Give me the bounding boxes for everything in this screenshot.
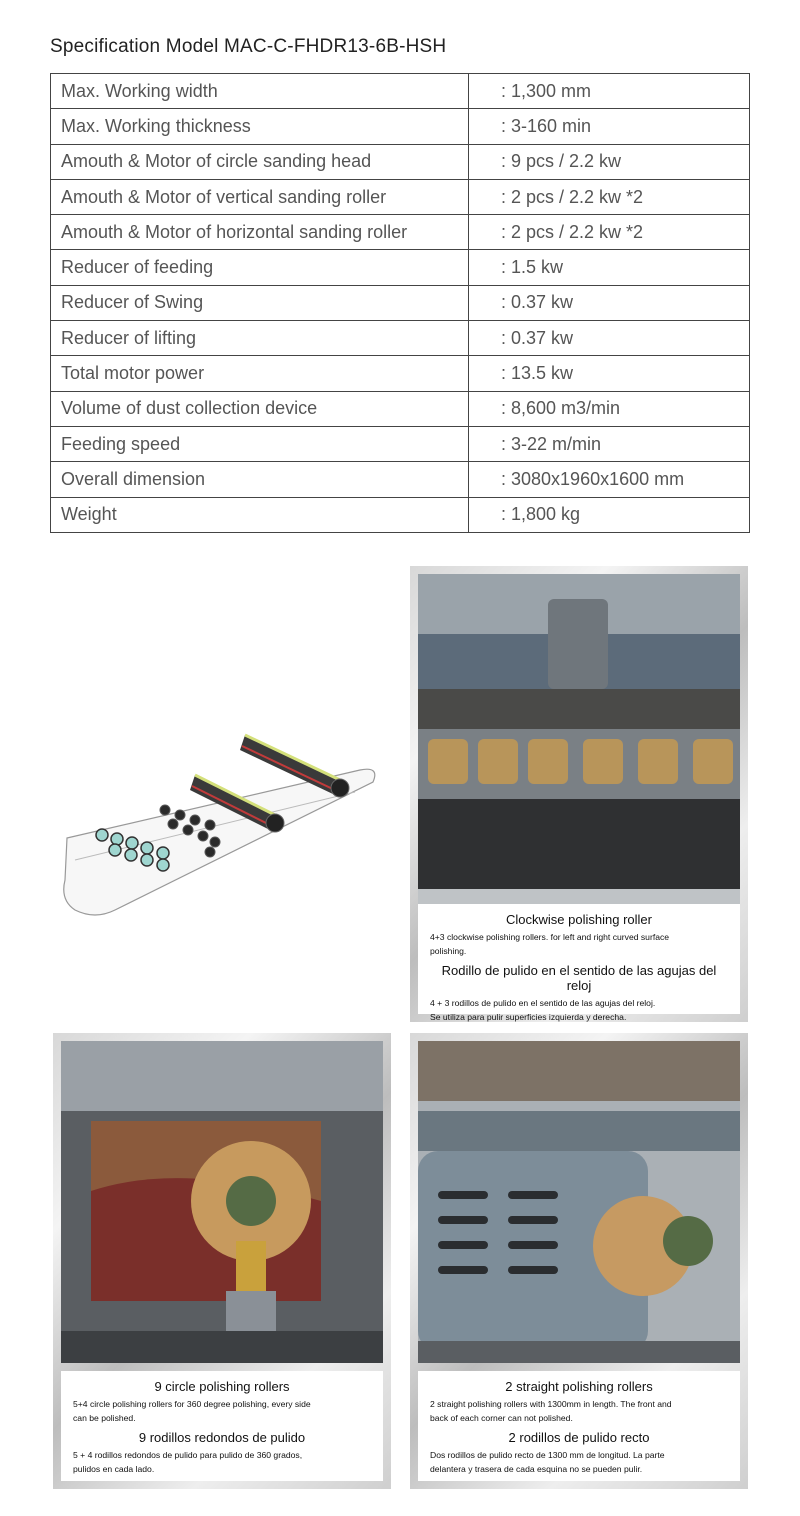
spec-row bbox=[51, 109, 750, 144]
circle-title-es: 9 rodillos redondos de pulido bbox=[138, 1430, 306, 1445]
circle-text-es-2: pulidos en cada lado. bbox=[73, 1464, 155, 1474]
spec-label: Overall dimension bbox=[51, 462, 469, 497]
clockwise-text-en-2: polishing. bbox=[430, 946, 467, 956]
circle-text-en-2: can be polished. bbox=[73, 1413, 136, 1423]
clockwise-card bbox=[410, 566, 748, 1022]
spec-value: : 0.37 kw bbox=[469, 321, 750, 356]
spec-value: : 3-160 min bbox=[469, 109, 750, 144]
spec-value: : 3080x1960x1600 mm bbox=[469, 462, 750, 497]
spec-row bbox=[51, 426, 750, 461]
spec-value: : 2 pcs / 2.2 kw *2 bbox=[469, 179, 750, 214]
spec-row bbox=[51, 179, 750, 214]
straight-title-es: 2 rodillos de pulido recto bbox=[508, 1430, 650, 1445]
clockwise-title-es: Rodillo de pulido en el sentido de las agujas del reloj bbox=[441, 963, 717, 993]
spec-label: Max. Working width bbox=[51, 74, 469, 109]
spec-value: : 1,800 kg bbox=[469, 497, 750, 532]
spec-label: Reducer of Swing bbox=[51, 285, 469, 320]
spec-row bbox=[51, 144, 750, 179]
spec-label: Weight bbox=[51, 497, 469, 532]
clockwise-text-en-1: 4+3 clockwise polishing rollers. for left and right curved surface bbox=[430, 932, 670, 942]
spec-label: Max. Working thickness bbox=[51, 109, 469, 144]
spec-row bbox=[51, 391, 750, 426]
spec-value: : 3-22 m/min bbox=[469, 426, 750, 461]
clockwise-title-en: Clockwise polishing roller bbox=[506, 912, 652, 927]
clockwise-text-es-2: Se utiliza para pulir superficies izquierda y derecha. bbox=[430, 1012, 627, 1022]
circle-text-en-1: 5+4 circle polishing rollers for 360 degree polishing, every side bbox=[73, 1399, 311, 1409]
spec-label: Amouth & Motor of horizontal sanding roller bbox=[51, 215, 469, 250]
circle-roller-photo bbox=[61, 1041, 383, 1363]
spec-table bbox=[50, 73, 750, 533]
spec-row bbox=[51, 215, 750, 250]
straight-text-es-1: Dos rodillos de pulido recto de 1300 mm de longitud. La parte bbox=[430, 1450, 665, 1460]
spec-label: Amouth & Motor of vertical sanding roller bbox=[51, 179, 469, 214]
spec-label: Reducer of feeding bbox=[51, 250, 469, 285]
spec-label: Feeding speed bbox=[51, 426, 469, 461]
spec-label: Volume of dust collection device bbox=[51, 391, 469, 426]
spec-row bbox=[51, 74, 750, 109]
spec-label: Total motor power bbox=[51, 356, 469, 391]
spec-label: Amouth & Motor of circle sanding head bbox=[51, 144, 469, 179]
spec-row bbox=[51, 250, 750, 285]
spec-row bbox=[51, 321, 750, 356]
spec-value: : 13.5 kw bbox=[469, 356, 750, 391]
spec-value: : 0.37 kw bbox=[469, 285, 750, 320]
spec-row bbox=[51, 462, 750, 497]
straight-text-en-1: 2 straight polishing rollers with 1300mm in length. The front and bbox=[430, 1399, 672, 1409]
spec-label: Reducer of lifting bbox=[51, 321, 469, 356]
roller-diagram bbox=[55, 720, 385, 920]
spec-row bbox=[51, 497, 750, 532]
spec-value: : 9 pcs / 2.2 kw bbox=[469, 144, 750, 179]
straight-card bbox=[410, 1033, 748, 1489]
spec-value: : 1.5 kw bbox=[469, 250, 750, 285]
spec-value: : 1,300 mm bbox=[469, 74, 750, 109]
straight-roller-photo bbox=[418, 1041, 740, 1363]
straight-text-es-2: delantera y trasera de cada esquina no se pueden pulir. bbox=[430, 1464, 643, 1474]
spec-row bbox=[51, 285, 750, 320]
circle-card bbox=[53, 1033, 391, 1489]
straight-text-en-2: back of each corner can not polished. bbox=[430, 1413, 573, 1423]
circle-title-en: 9 circle polishing rollers bbox=[154, 1379, 290, 1394]
circle-text-es-1: 5 + 4 rodillos redondos de pulido para pulido de 360 grados, bbox=[73, 1450, 303, 1460]
clockwise-roller-photo bbox=[418, 574, 740, 904]
clockwise-text-es-1: 4 + 3 rodillos de pulido en el sentido de las agujas del reloj. bbox=[430, 998, 656, 1008]
spec-row bbox=[51, 356, 750, 391]
straight-title-en: 2 straight polishing rollers bbox=[505, 1379, 653, 1394]
spec-title: Specification Model MAC-C-FHDR13-6B-HSH bbox=[50, 36, 447, 57]
spec-value: : 8,600 m3/min bbox=[469, 391, 750, 426]
spec-value: : 2 pcs / 2.2 kw *2 bbox=[469, 215, 750, 250]
